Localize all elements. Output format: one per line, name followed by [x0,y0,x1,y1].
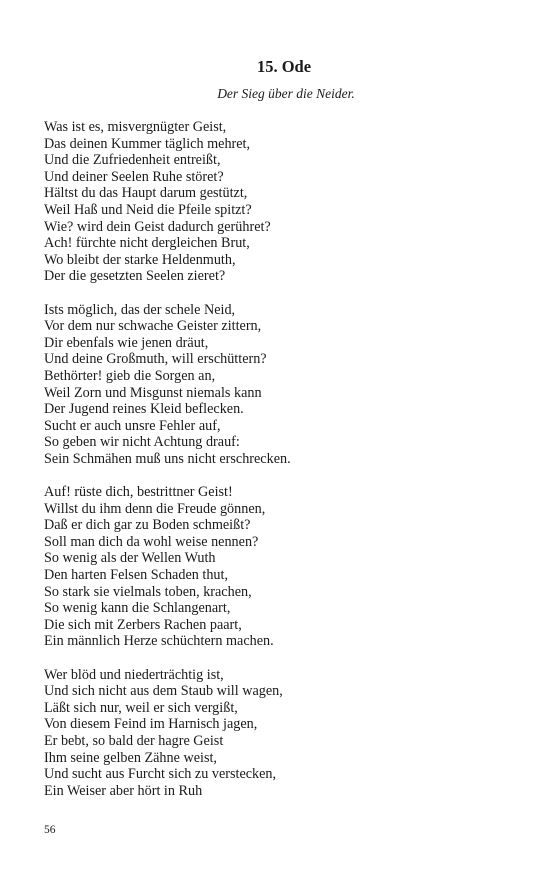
poem-line: So wenig kann die Schlangenart, [44,600,231,617]
poem-line: Soll man dich da wohl weise nennen? [44,533,259,550]
poem-body [44,119,524,816]
poem-line: Was ist es, misvergnügter Geist, [44,119,227,135]
poem-line: Bethörter! gieb die Sorgen an, [44,367,216,384]
poem-line: Er bebt, so bald der hagre Geist [44,732,224,749]
poem-line: Sein Schmähen muß uns nicht erschrecken. [44,450,291,467]
poem-line: Das deinen Kummer täglich mehret, [44,135,251,152]
stanza [44,667,524,800]
stanza [44,119,524,285]
poem-title: 15. Ode [256,57,312,76]
poem-line: Läßt sich nur, weil er sich vergißt, [44,699,238,716]
poem-line: Und deiner Seelen Ruhe störet? [44,168,224,185]
poem-line: Ists möglich, das der schele Neid, [44,301,236,318]
poem-line: Ein Weiser aber hört in Ruh [44,782,203,799]
poem-line: Dir ebenfals wie jenen dräut, [44,334,209,351]
poem-line: Sucht er auch unsre Fehler auf, [44,417,221,434]
poem-line: Vor dem nur schwache Geister zittern, [44,318,262,335]
poem-subtitle: Der Sieg über die Neider. [217,86,355,101]
poem-line: Und sucht aus Furcht sich zu verstecken, [44,766,277,783]
poem-line: Und die Zufriedenheit entreißt, [44,152,221,169]
poem-line: So geben wir nicht Achtung drauf: [44,434,240,451]
poem-line: Den harten Felsen Schaden thut, [44,567,228,584]
poem-line: Der Jugend reines Kleid beflecken. [44,401,244,418]
poem-line: Weil Haß und Neid die Pfeile spitzt? [44,201,252,218]
poem-line: Weil Zorn und Misgunst niemals kann [44,384,262,401]
poem-line: Hältst du das Haupt darum gestützt, [44,185,248,202]
poem-line: Wie? wird dein Geist dadurch gerühret? [44,218,271,235]
poem-line: Die sich mit Zerbers Rachen paart, [44,616,242,633]
poem-line: Wer blöd und niederträchtig ist, [44,666,224,683]
poem-line: Und deine Großmuth, will erschüttern? [44,351,267,368]
poem-line: Ach! fürchte nicht dergleichen Brut, [44,235,250,252]
poem-line: Der die gesetzten Seelen zieret? [44,268,226,285]
poem-line: Auf! rüste dich, bestrittner Geist! [44,484,233,501]
stanza [44,484,524,650]
poem-line: Daß er dich gar zu Boden schmeißt? [44,517,251,534]
poem-line: Wo bleibt der starke Heldenmuth, [44,251,236,268]
poem-line: So wenig als der Wellen Wuth [44,550,216,567]
poem-line: Willst du ihm denn die Freude gönnen, [44,500,266,517]
stanza [44,302,524,468]
poem-line: So stark sie vielmals toben, krachen, [44,583,252,600]
poem-line: Ein männlich Herze schüchtern machen. [44,633,274,650]
page-number: 56 [44,824,56,836]
poem-line: Ihm seine gelben Zähne weist, [44,749,217,766]
poem-line: Und sich nicht aus dem Staub will wagen, [44,683,283,700]
poem-line: Von diesem Feind im Harnisch jagen, [44,716,258,733]
